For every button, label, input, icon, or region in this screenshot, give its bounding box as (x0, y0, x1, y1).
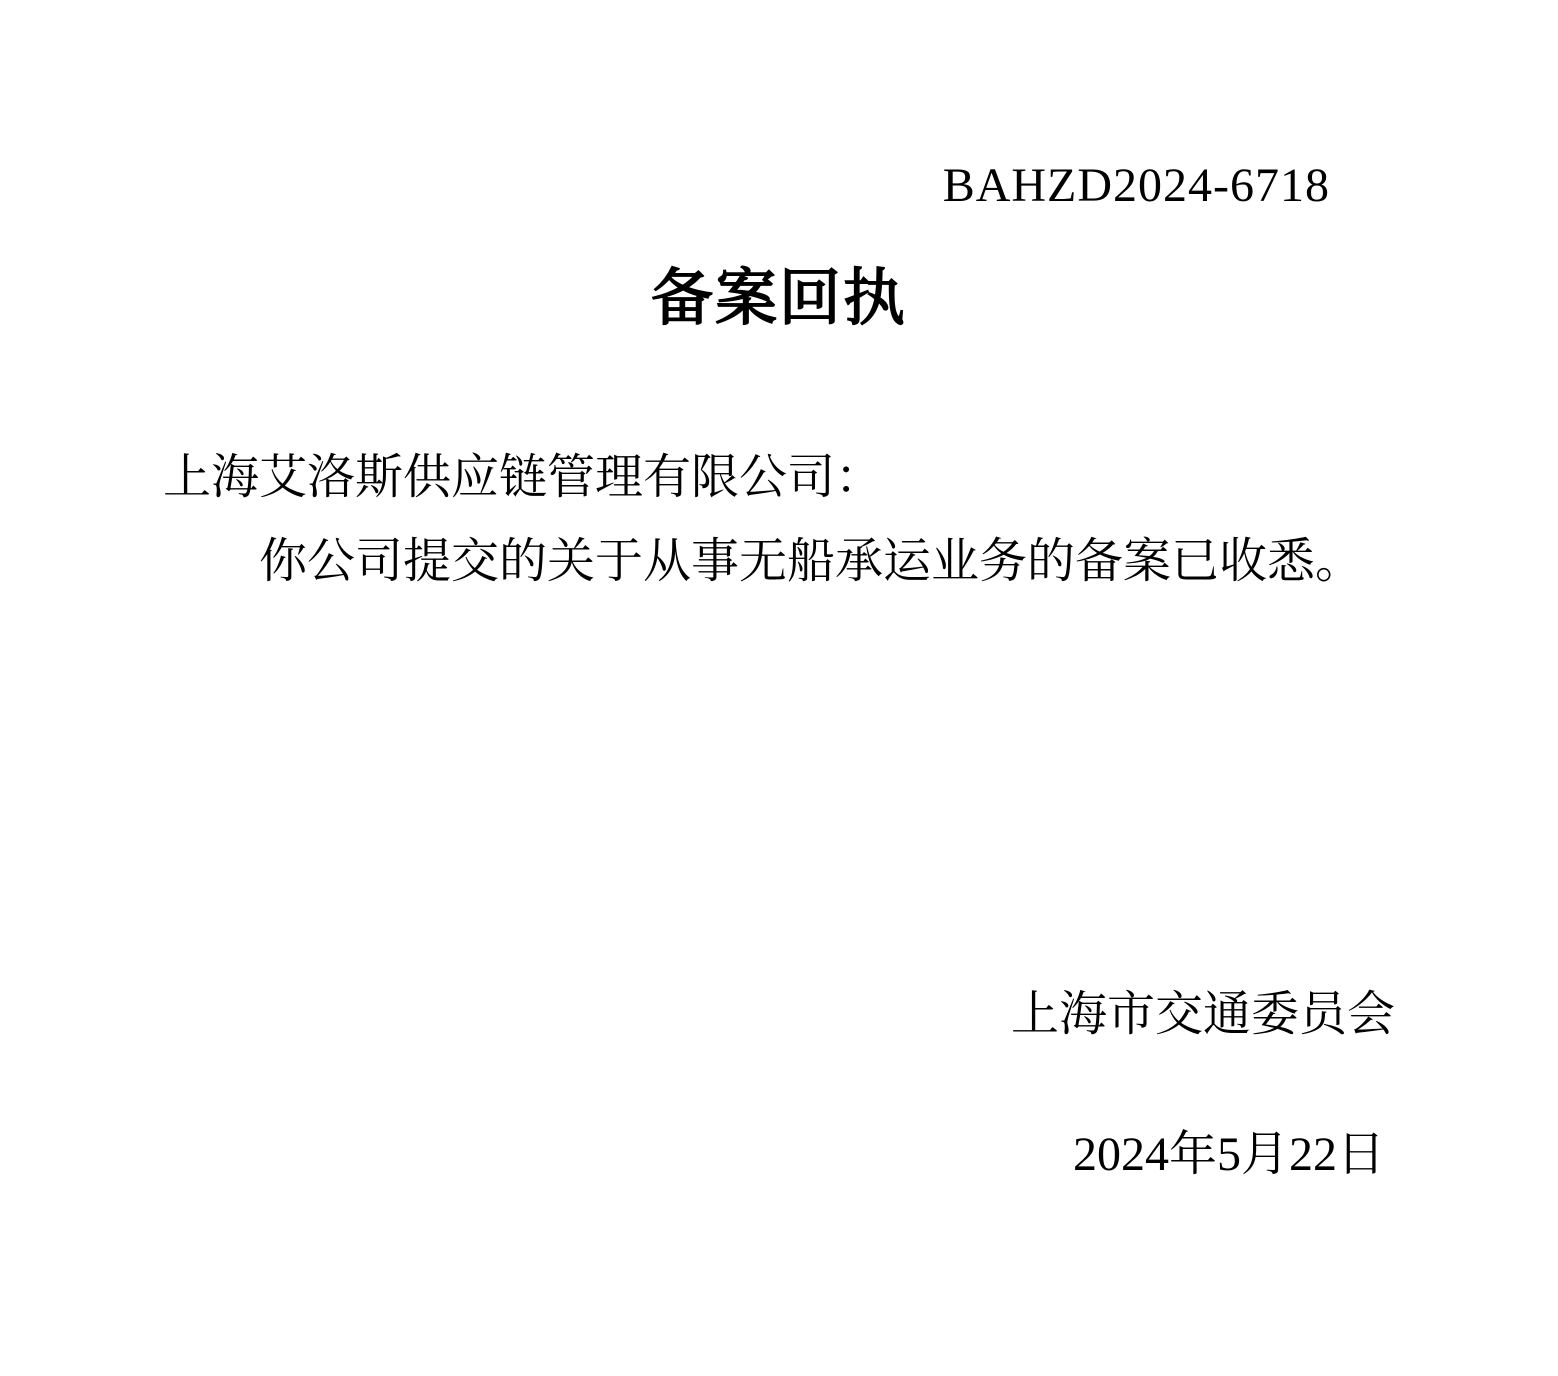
document-body (163, 436, 1418, 604)
body-text-line: 你公司提交的关于从事无船承运业务的备案已收悉。 (259, 535, 1364, 588)
document-title: 备案回执 (650, 265, 907, 333)
issuer-name: 上海市交通委员会 (1010, 988, 1395, 1041)
document-reference-number: BAHZD2024-6718 (942, 159, 1330, 212)
salutation-line: 上海艾洛斯供应链管理有限公司： (163, 451, 884, 504)
issue-date: 2024年5月22日 (1072, 1128, 1385, 1181)
